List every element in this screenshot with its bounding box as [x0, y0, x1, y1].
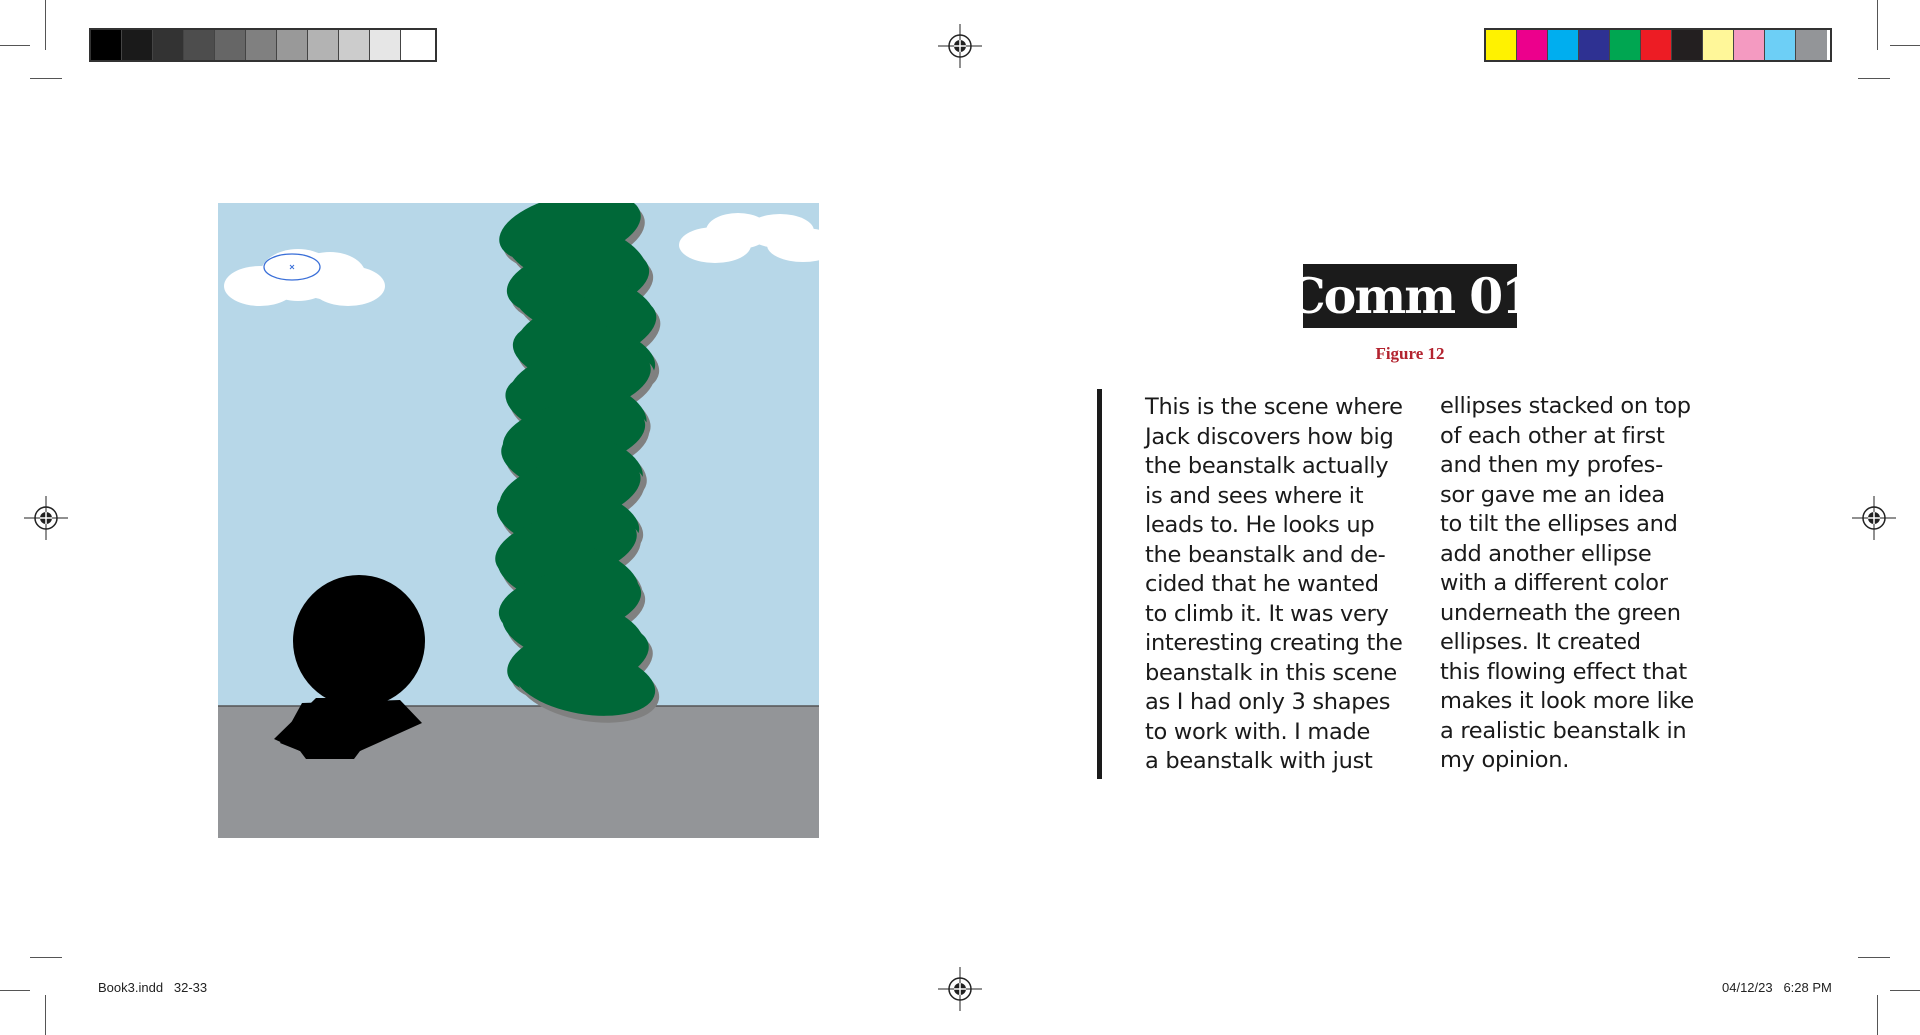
text-line: this flowing effect that: [1440, 658, 1687, 685]
text-line: is and sees where it: [1145, 482, 1364, 509]
crop-mark: [1877, 0, 1878, 50]
color-swatch: [1517, 30, 1548, 60]
color-swatch: [91, 30, 122, 60]
text-line: my opinion.: [1440, 747, 1570, 773]
text-line: the beanstalk actually: [1145, 453, 1389, 479]
text-line: to work with. I made: [1145, 718, 1370, 745]
color-swatch: [308, 30, 339, 60]
color-swatch: [1579, 30, 1610, 60]
color-swatch: [1796, 30, 1827, 60]
text-line: cided that he wanted: [1145, 571, 1379, 597]
color-swatch: [1610, 30, 1641, 60]
color-swatch: [1703, 30, 1734, 60]
color-swatch: [1765, 30, 1796, 60]
crop-mark: [1858, 957, 1890, 958]
registration-mark-icon: [24, 496, 68, 540]
crop-mark: [45, 0, 46, 50]
text-line: as I had only 3 shapes: [1145, 689, 1391, 715]
text-line: a realistic beanstalk in: [1440, 717, 1687, 744]
color-swatch: [339, 30, 370, 60]
crop-mark: [30, 957, 62, 958]
figure-caption: Figure 12: [1375, 344, 1445, 363]
color-swatch: [1672, 30, 1703, 60]
color-swatch: [1548, 30, 1579, 60]
text-line: makes it look more like: [1440, 688, 1694, 714]
text-line: leads to. He looks up: [1145, 512, 1375, 538]
color-swatch: [246, 30, 277, 60]
text-line: ellipses. It created: [1440, 629, 1641, 655]
color-swatch: [153, 30, 184, 60]
grayscale-color-bar: [89, 28, 437, 62]
beanstalk-illustration[interactable]: [218, 203, 819, 838]
color-swatch: [370, 30, 401, 60]
color-swatch: [184, 30, 215, 60]
text-line: This is the scene where: [1145, 394, 1403, 420]
crop-mark: [0, 45, 30, 46]
color-swatch: [215, 30, 246, 60]
color-swatch: [277, 30, 308, 60]
text-column-left: [1145, 393, 1435, 777]
color-swatch: [1641, 30, 1672, 60]
text-line: of each other at first: [1440, 422, 1665, 449]
text-line: underneath the green: [1440, 599, 1681, 626]
crop-mark: [1877, 995, 1878, 1035]
column-rule: [1097, 389, 1102, 779]
color-swatch: [1734, 30, 1765, 60]
text-column-right: [1440, 392, 1730, 776]
text-line: add another ellipse: [1440, 540, 1652, 567]
text-line: sor gave me an idea: [1440, 481, 1665, 508]
text-line: Jack discovers how big: [1145, 423, 1394, 450]
color-swatch: [1486, 30, 1517, 60]
text-line: to climb it. It was very: [1145, 600, 1389, 627]
slug-file-info: Book3.indd 32-33: [98, 980, 208, 995]
registration-mark-icon: [938, 967, 982, 1011]
text-line: the beanstalk and de-: [1145, 541, 1386, 568]
crop-mark: [45, 995, 46, 1035]
registration-mark-icon: [938, 24, 982, 68]
text-line: a beanstalk with just: [1145, 748, 1373, 774]
text-line: beanstalk in this scene: [1145, 659, 1397, 686]
crop-mark: [0, 990, 30, 991]
crop-mark: [1890, 990, 1920, 991]
text-line: to tilt the ellipses and: [1440, 511, 1678, 537]
slug-date-time: 04/12/23 6:28 PM: [1722, 980, 1832, 995]
color-swatch: [401, 30, 432, 60]
crop-mark: [30, 78, 62, 79]
registration-mark-icon: [1852, 496, 1896, 540]
text-line: ellipses stacked on top: [1440, 393, 1691, 419]
page-title: Comm 01: [1303, 264, 1517, 328]
color-swatch: [122, 30, 153, 60]
text-line: and then my profes-: [1440, 452, 1663, 478]
text-line: with a different color: [1440, 570, 1668, 596]
text-line: interesting creating the: [1145, 630, 1403, 656]
process-color-bar: [1484, 28, 1832, 62]
crop-mark: [1858, 78, 1890, 79]
crop-mark: [1890, 45, 1920, 46]
